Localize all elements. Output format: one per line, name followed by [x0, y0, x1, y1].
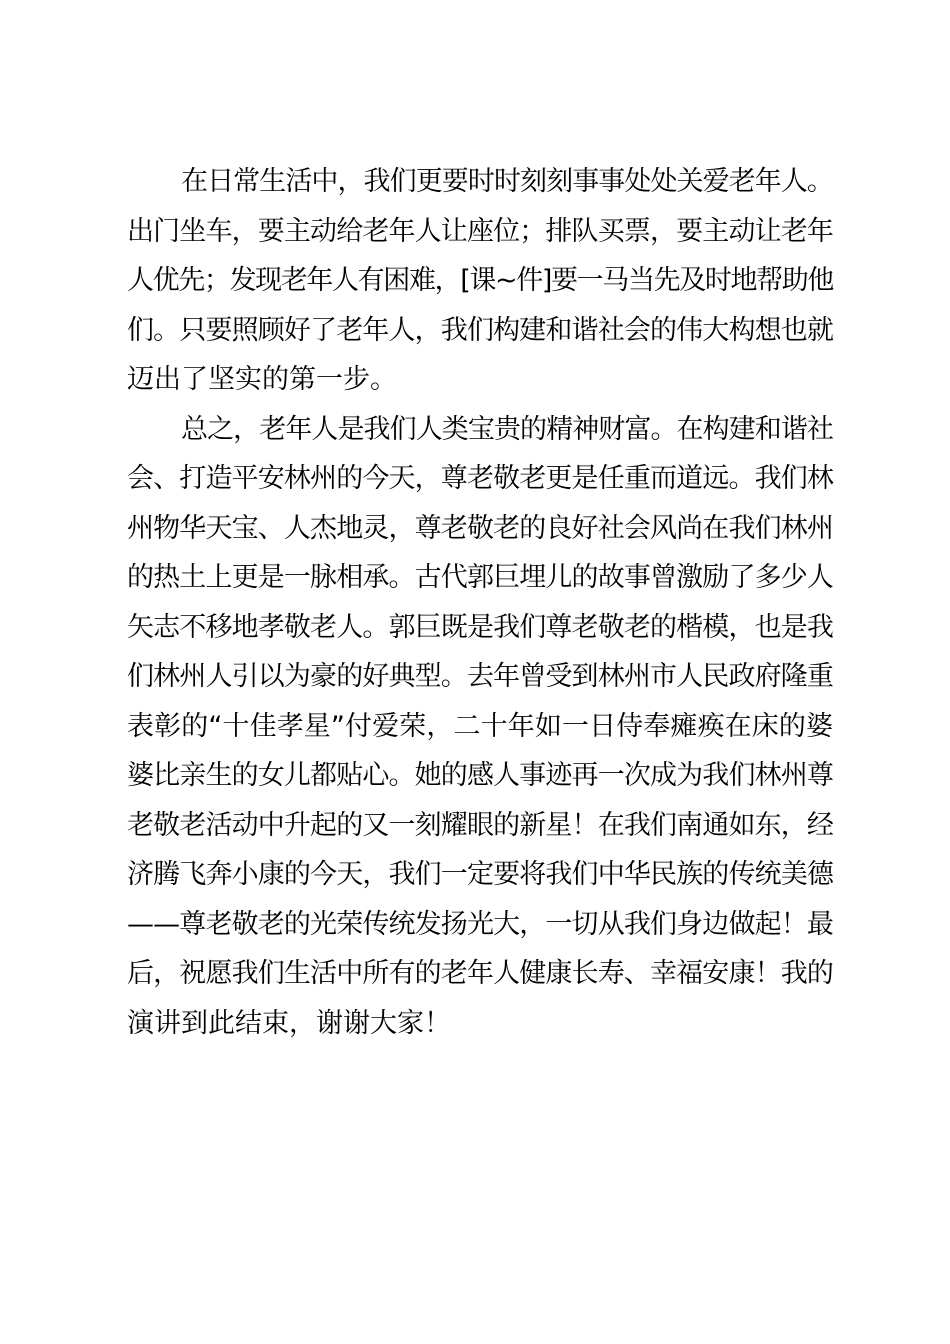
paragraph-1-line-1: 在日常生活中，我们更要时时刻刻事事处处关爱老年人。	[181, 166, 833, 197]
paragraph-2-line-4: 的热土上更是一脉相承。古代郭巨埋儿的故事曾激励了多少人	[127, 562, 834, 593]
paragraph-2-line-11: ——尊老敬老的光荣传统发扬光大，一切从我们身边做起！最	[127, 908, 834, 940]
paragraph-1-line-4: 们。只要照顾好了老年人，我们构建和谐社会的伟大构想也就	[127, 314, 834, 346]
paragraph-2-line-7: 表彰的“十佳孝星”付爱荣，二十年如一日侍奉瘫痪在床的婆	[127, 710, 833, 742]
paragraph-2-line-3: 州物华天宝、人杰地灵，尊老敬老的良好社会风尚在我们林州	[127, 512, 834, 544]
paragraph-2-line-9: 老敬老活动中升起的又一刻耀眼的新星！在我们南通如东，经	[127, 809, 834, 841]
paragraph-1-line-5: 迈出了坚实的第一步。	[127, 364, 397, 395]
paragraph-2-line-5: 矢志不移地孝敬老人。郭巨既是我们尊老敬老的楷模，也是我	[127, 611, 834, 643]
paragraph-1-line-2: 出门坐车，要主动给老年人让座位；排队买票，要主动让老年	[127, 215, 834, 247]
paragraph-2-line-12: 后，祝愿我们生活中所有的老年人健康长寿、幸福安康！我的	[127, 958, 834, 989]
paragraph-2-line-8: 婆比亲生的女儿都贴心。她的感人事迹再一次成为我们林州尊	[127, 760, 834, 791]
paragraph-2-line-10: 济腾飞奔小康的今天，我们一定要将我们中华民族的传统美德	[127, 859, 834, 890]
paragraph-2-line-13: 演讲到此结束，谢谢大家！	[127, 1007, 451, 1039]
paragraph-1-line-3: 人优先；发现老年人有困难，[课~件]要一马当先及时地帮助他	[127, 265, 833, 296]
document-body	[127, 157, 833, 1048]
paragraph-2-line-2: 会、打造平安林州的今天，尊老敬老更是任重而道远。我们林	[127, 463, 834, 494]
paragraph-2-line-1: 总之，老年人是我们人类宝贵的精神财富。在构建和谐社	[181, 413, 833, 445]
paragraph-2-line-6: 们林州人引以为豪的好典型。去年曾受到林州市人民政府隆重	[127, 661, 834, 692]
